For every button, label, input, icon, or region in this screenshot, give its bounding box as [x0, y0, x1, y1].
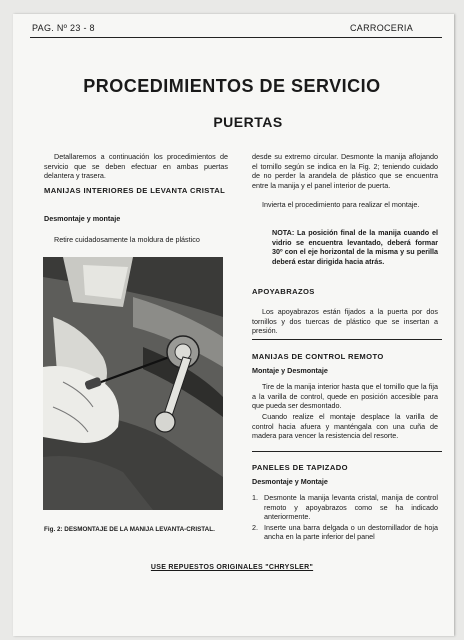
list-item-text: Inserte una barra delgada o un destornillador de hoja ancha en la parte inferior del panel [264, 522, 438, 542]
section-heading: APOYABRAZOS [252, 287, 315, 296]
page-title: PROCEDIMIENTOS DE SERVICIO [83, 76, 381, 96]
intro-paragraph: Detallaremos a continuación los procedimientos de servicio que se deben efectuar en ambas puertas delantera y trasera. [44, 152, 228, 181]
section-subheading: Desmontaje y montaje [44, 214, 121, 223]
section-subheading: Montaje y Desmontaje [252, 366, 328, 375]
paragraph: Retire cuidadosamente la moldura de plástico [54, 235, 200, 244]
page-number: PAG. Nº 23 - 8 [32, 23, 95, 33]
note-paragraph: NOTA: La posición final de la manija cuando el vidrio se encuentra levantado, deberá formar 30º con el eje horizontal de la misma y su perilla deberá estar dirigida hacia atrás. [272, 228, 438, 266]
steps-list [252, 493, 438, 542]
paragraph: Cuando realize el montaje desplace la varilla de control hacia afuera y manténgala con una cuña de madera para vencer la resistencia del resorte. [252, 412, 438, 441]
list-item-number: 1. [252, 493, 258, 502]
section-heading: PANELES DE TAPIZADO [252, 463, 348, 472]
section-name: CARROCERIA [350, 23, 414, 33]
section-divider [252, 451, 442, 452]
list-item-number: 2. [252, 522, 258, 532]
list-item [252, 523, 438, 542]
section-subheading: Desmontaje y Montaje [252, 477, 328, 486]
page-subtitle: PUERTAS [213, 114, 283, 130]
section-divider [252, 339, 442, 340]
list-item-text: Desmonte la manija levanta cristal, manija de control remoto y apoyabrazos como se ha indicado anteriormente. [264, 493, 438, 522]
paragraph: Invierta el procedimiento para realizar el montaje. [262, 200, 420, 209]
figure-caption: Fig. 2: DESMONTAJE DE LA MANIJA LEVANTA-CRISTAL. [44, 526, 215, 533]
header-rule [30, 37, 442, 38]
paragraph: Los apoyabrazos están fijados a la puerta por dos tornillos y dos tuercas de plástico que se insertan a presión. [252, 307, 438, 336]
door-handle-illustration [43, 257, 223, 510]
section-heading: MANIJAS DE CONTROL REMOTO [252, 352, 384, 361]
paragraph: desde su extremo circular. Desmonte la manija aflojando el tornillo según se indica en la Fig. 2; teniendo cuidado de no perder la arandela de plástico que se encuentra entre la manija y el panel interior de puerta. [252, 152, 438, 190]
paragraph: Tire de la manija interior hasta que el tornillo que la fija a la varilla de control, quede en posición accesible para que pueda ser desmontado. [252, 382, 438, 411]
footer-note: USE REPUESTOS ORIGINALES "CHRYSLER" [150, 564, 314, 571]
section-heading: MANIJAS INTERIORES DE LEVANTA CRISTAL [44, 186, 226, 195]
list-item [252, 493, 438, 522]
